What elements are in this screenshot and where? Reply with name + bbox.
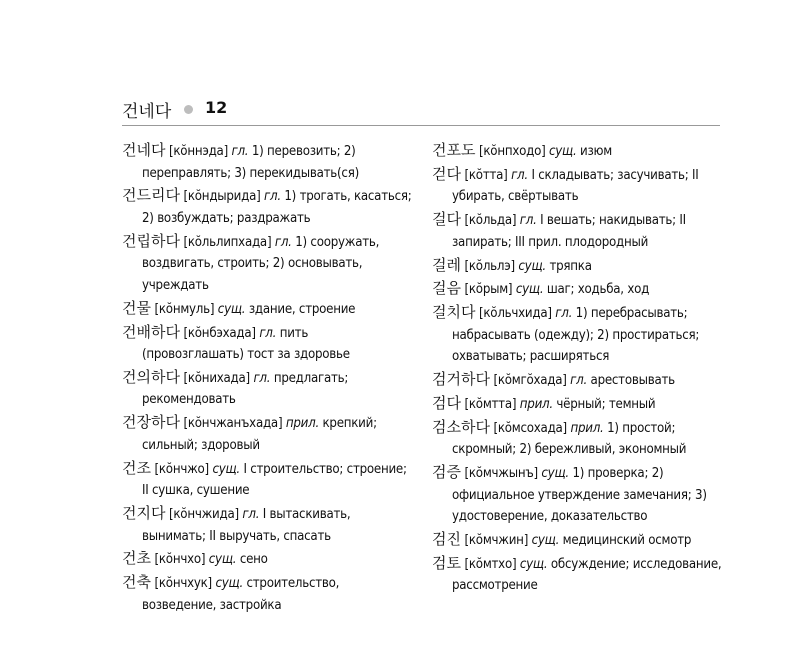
entry-headword: 검토 bbox=[432, 553, 461, 572]
entry-transcription: [кŏмсохада] bbox=[493, 420, 567, 436]
dictionary-entry bbox=[432, 278, 722, 301]
dictionary-entry bbox=[122, 367, 412, 411]
left-column bbox=[122, 140, 412, 618]
entry-definition: 1) трогать, касаться; 2) возбуждать; раздражать bbox=[142, 189, 412, 226]
entry-headword: 걸음 bbox=[432, 279, 461, 298]
entry-grammar-label: прил. bbox=[519, 396, 553, 412]
dictionary-entry bbox=[122, 458, 412, 502]
entry-headword: 검소하다 bbox=[432, 417, 490, 436]
entry-transcription: [кŏмтта] bbox=[464, 396, 517, 412]
entry-headword: 걸치다 bbox=[432, 303, 476, 322]
dictionary-entry bbox=[122, 322, 412, 366]
dictionary-entry bbox=[432, 369, 722, 392]
entry-definition: сено bbox=[239, 552, 268, 568]
entry-headword: 걷다 bbox=[432, 164, 461, 183]
dictionary-entry bbox=[122, 140, 412, 184]
entry-grammar-label: прил. bbox=[285, 416, 319, 432]
entry-grammar-label: гл. bbox=[555, 306, 573, 322]
dictionary-entry bbox=[432, 140, 722, 163]
entry-transcription: [кŏльлэ] bbox=[464, 258, 515, 274]
dictionary-entry bbox=[432, 553, 722, 597]
entry-definition: крепкий; сильный; здоровый bbox=[142, 416, 377, 453]
entry-headword: 건초 bbox=[122, 549, 151, 568]
dictionary-entry bbox=[432, 164, 722, 208]
entry-grammar-label: гл. bbox=[274, 234, 292, 250]
entry-grammar-label: сущ. bbox=[212, 461, 240, 477]
entry-definition: чёрный; темный bbox=[556, 396, 656, 412]
entry-transcription: [кŏмчжин] bbox=[464, 532, 529, 548]
entry-headword: 건의하다 bbox=[122, 367, 180, 386]
entry-transcription: [кŏмчжынъ] bbox=[464, 466, 538, 481]
entry-grammar-label: сущ. bbox=[217, 301, 246, 317]
entry-grammar-label: сущ. bbox=[541, 466, 569, 481]
entry-headword: 건지다 bbox=[122, 504, 166, 522]
dictionary-entry bbox=[432, 393, 722, 416]
entry-definition: I вешать; накидывать; II запирать; III прил. плодородный bbox=[452, 213, 686, 250]
entry-grammar-label: сущ. bbox=[549, 144, 577, 159]
entry-definition: изюм bbox=[580, 144, 612, 159]
entry-headword: 검진 bbox=[432, 529, 461, 548]
entry-definition: здание, строение bbox=[248, 301, 356, 317]
entry-transcription: [кŏнпходо] bbox=[479, 144, 546, 159]
entry-definition: обсуждение; исследование, рассмотрение bbox=[452, 556, 722, 594]
entry-definition: 1) перевозить; 2) переправлять; 3) перекидывать(ся) bbox=[142, 144, 359, 181]
dictionary-entry bbox=[122, 548, 412, 571]
entry-grammar-label: сущ. bbox=[518, 258, 546, 274]
entry-transcription: [кŏннэда] bbox=[169, 144, 228, 159]
entry-transcription: [кŏнчжида] bbox=[169, 507, 239, 522]
entry-definition: медицинский осмотр bbox=[562, 532, 692, 548]
entry-headword: 건물 bbox=[122, 298, 151, 317]
entry-grammar-label: гл. bbox=[259, 325, 277, 341]
entry-grammar-label: гл. bbox=[264, 189, 281, 205]
entry-headword: 건네다 bbox=[122, 141, 166, 159]
right-column bbox=[432, 140, 722, 598]
entry-headword: 검거하다 bbox=[432, 370, 490, 389]
entry-transcription: [кŏндырида] bbox=[183, 189, 261, 205]
entry-grammar-label: гл. bbox=[570, 373, 588, 389]
running-headword: 건네다 bbox=[122, 102, 172, 122]
entry-headword: 건축 bbox=[122, 573, 151, 592]
entry-transcription: [кŏмтхо] bbox=[464, 556, 517, 572]
dictionary-entry bbox=[432, 529, 722, 552]
entry-headword: 검다 bbox=[432, 393, 461, 412]
dictionary-entry bbox=[122, 185, 412, 229]
entry-transcription: [кŏльлипхада] bbox=[183, 234, 272, 250]
dictionary-entry bbox=[432, 255, 722, 278]
entry-transcription: [кŏнчжанъхада] bbox=[183, 416, 283, 432]
entry-headword: 건장하다 bbox=[122, 413, 180, 432]
entry-headword: 검증 bbox=[432, 463, 461, 481]
entry-transcription: [кŏмгŏхада] bbox=[493, 373, 567, 389]
dictionary-entry bbox=[122, 503, 412, 547]
entry-grammar-label: сущ. bbox=[208, 552, 237, 568]
entry-transcription: [кŏнмуль] bbox=[154, 301, 215, 317]
entry-definition: строительство, возведение, застройка bbox=[142, 576, 340, 613]
entry-grammar-label: гл. bbox=[253, 370, 271, 386]
entry-definition: 1) перебрасывать; набрасывать (одежду); 2) простираться; охватывать; расширяться bbox=[452, 306, 700, 365]
dictionary-entry bbox=[122, 231, 412, 297]
dictionary-entry bbox=[432, 209, 722, 253]
bullet-dot-icon bbox=[184, 105, 193, 114]
dictionary-entry bbox=[432, 302, 722, 368]
entry-transcription: [кŏнчжо] bbox=[154, 461, 209, 477]
entry-definition: предлагать; рекомендовать bbox=[142, 370, 349, 408]
entry-headword: 걸다 bbox=[432, 210, 461, 229]
page-header bbox=[122, 97, 720, 126]
entry-grammar-label: гл. bbox=[231, 144, 249, 159]
dictionary-entry bbox=[122, 572, 412, 616]
entry-grammar-label: сущ. bbox=[519, 556, 548, 572]
entry-transcription: [кŏнбэхада] bbox=[183, 325, 256, 341]
entry-headword: 걸레 bbox=[432, 255, 461, 274]
entry-definition: 1) проверка; 2) официальное утверждение замечания; 3) удостоверение, доказательство bbox=[452, 466, 707, 525]
entry-grammar-label: гл. bbox=[511, 167, 528, 183]
entry-transcription: [кŏнихада] bbox=[183, 370, 250, 386]
dictionary-entry bbox=[432, 417, 722, 461]
entry-grammar-label: сущ. bbox=[531, 532, 560, 548]
entry-definition: 1) простой; скромный; 2) бережливый, экономный bbox=[452, 420, 687, 458]
entry-definition: арестовывать bbox=[590, 373, 675, 389]
entry-definition: тряпка bbox=[549, 258, 592, 274]
entry-definition: I вытаскивать, вынимать; II выручать, спасать bbox=[142, 507, 351, 544]
entry-headword: 건조 bbox=[122, 458, 151, 477]
entry-transcription: [кŏнчхук] bbox=[154, 576, 212, 592]
entry-grammar-label: прил. bbox=[570, 420, 604, 436]
entry-transcription: [кŏнчхо] bbox=[154, 552, 206, 568]
entry-headword: 건배하다 bbox=[122, 322, 180, 341]
entry-definition: I складывать; засучивать; II убирать, свёртывать bbox=[452, 167, 699, 205]
page-number: 12 bbox=[205, 98, 228, 117]
entry-definition: пить (провозглашать) тост за здоровье bbox=[142, 325, 350, 363]
entry-definition: 1) сооружать, воздвигать, строить; 2) основывать, учреждать bbox=[142, 234, 380, 293]
entry-grammar-label: гл. bbox=[519, 213, 537, 229]
dictionary-entry bbox=[432, 462, 722, 528]
entry-grammar-label: сущ. bbox=[515, 282, 544, 298]
entry-definition: I строительство; строение; II сушка, сушение bbox=[142, 461, 407, 499]
entry-headword: 건립하다 bbox=[122, 231, 180, 250]
entry-transcription: [кŏльда] bbox=[464, 213, 517, 229]
dictionary-entry bbox=[122, 298, 412, 321]
entry-grammar-label: сущ. bbox=[215, 576, 243, 592]
entry-headword: 건포도 bbox=[432, 141, 476, 159]
entry-transcription: [кŏтта] bbox=[464, 167, 508, 183]
entry-grammar-label: гл. bbox=[242, 507, 260, 522]
entry-headword: 건드리다 bbox=[122, 186, 180, 205]
entry-definition: шаг; ходьба, ход bbox=[546, 282, 650, 298]
dictionary-entry bbox=[122, 412, 412, 456]
entry-transcription: [кŏльчхида] bbox=[479, 306, 552, 322]
entry-transcription: [кŏрым] bbox=[464, 282, 513, 298]
